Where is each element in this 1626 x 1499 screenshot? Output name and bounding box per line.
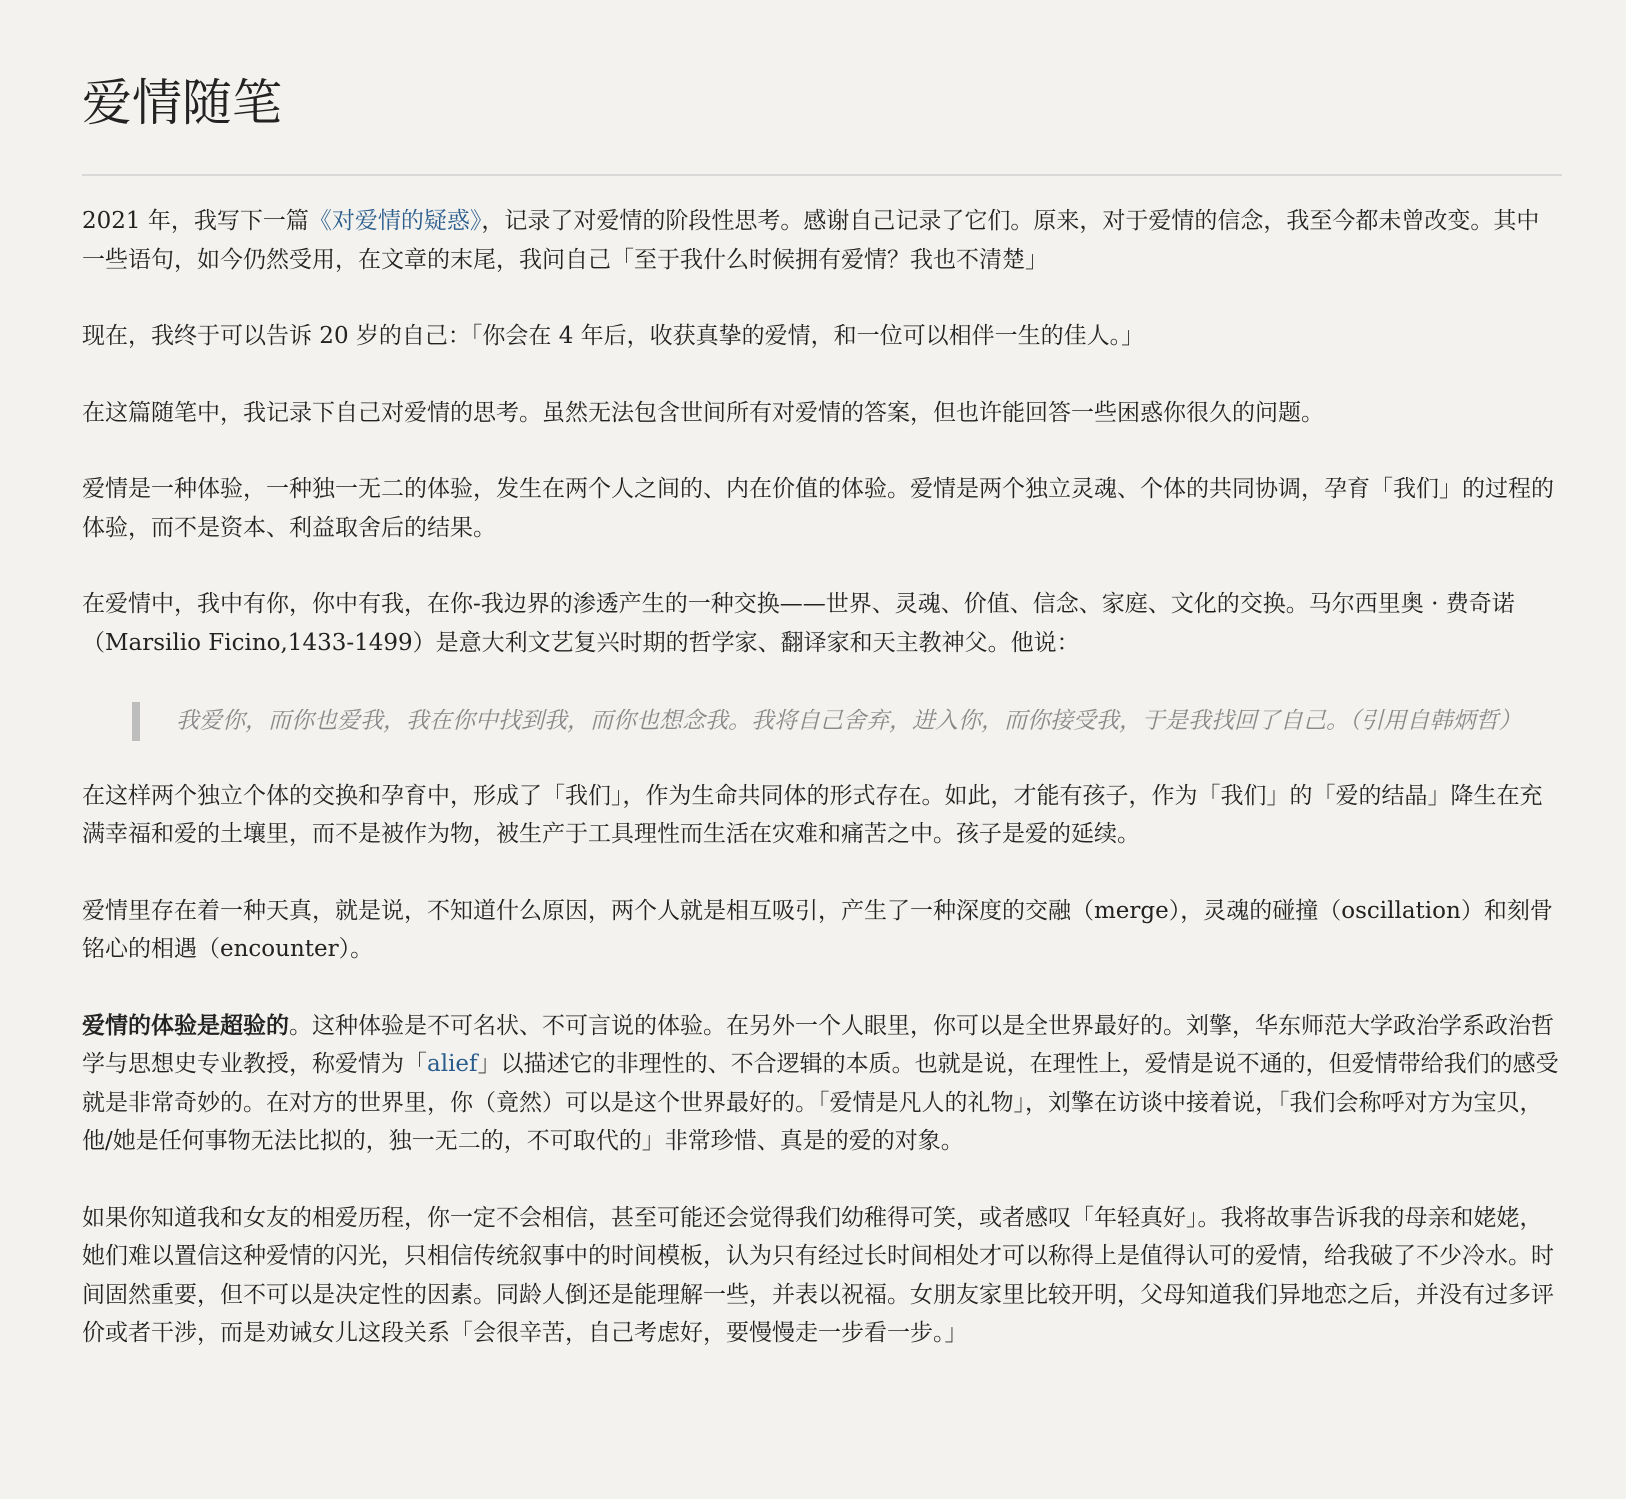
paragraph-intro (82, 202, 1562, 279)
transcendent-text-1: 。这种体验是不可名状、不可言说的体验。在另外一个人眼里，你可以是全世界最好的。刘擎，华东师范大学政治学系政治哲学与思想史专业教授，称爱情为「 (82, 1012, 1554, 1077)
paragraph-story: 如果你知道我和女友的相爱历程，你一定不会相信，甚至可能还会觉得我们幼稚得可笑，或者感叹「年轻真好」。我将故事告诉我的母亲和姥姥，她们难以置信这种爱情的闪光，只相信传统叙事中的时间模板，认为只有经过长时间相处才可以称得上是值得认可的爱情，给我破了不少冷水。时间固然重要，但不可以是决定性的因素。同龄人倒还是能理解一些，并表以祝福。女朋友家里比较开明，父母知道我们异地恋之后，并没有过多评价或者干涉，而是劝诫女儿这段关系「会很辛苦，自己考虑好，要慢慢走一步看一步。」 (82, 1204, 1554, 1346)
transcendent-text-2: 」以描述它的非理性的、不合逻辑的本质。也就是说，在理性上，爱情是说不通的，但爱情带给我们的感受就是非常奇妙的。在对方的世界里，你（竟然）可以是这个世界最好的。「爱情是凡人的礼物」，刘擎在访谈中接着说，「我们会称呼对方为宝贝，他/她是任何事物无法比拟的，独一无二的，不可取代的」非常珍惜、真是的爱的对象。 (82, 1051, 1559, 1154)
ficino-quote: 我爱你，而你也爱我，我在你中找到我，而你也想念我。我将自己舍弃，进入你，而你接受我，于是我找回了自己。（引用自韩炳哲） (132, 702, 1562, 741)
title-divider (82, 174, 1562, 176)
paragraph-exchange: 在爱情中，我中有你，你中有我，在你-我边界的渗透产生的一种交换——世界、灵魂、价值、信念、家庭、文化的交换。马尔西里奥 · 费奇诺（Marsilio Ficino,1433-1499）是意大利文艺复兴时期的哲学家、翻译家和天主教神父。他说： (82, 591, 1515, 656)
intro-text-after: ，记录了对爱情的阶段性思考。感谢自己记录了它们。原来，对于爱情的信念，我至今都未曾改变。其中一些语句，如今仍然受用，在文章的末尾，我问自己「至于我什么时候拥有爱情？我也不清楚」 (82, 208, 1540, 273)
previous-article-link[interactable]: 《对爱情的疑惑》 (308, 208, 482, 234)
paragraph-we: 在这样两个独立个体的交换和孕育中，形成了「我们」，作为生命共同体的形式存在。如此，才能有孩子，作为「我们」的「爱的结晶」降生在充满幸福和爱的土壤里，而不是被作为物，被生产于工具理性而生活在灾难和痛苦之中。孩子是爱的延续。 (82, 782, 1543, 847)
paragraph-essay-purpose: 在这篇随笔中，我记录下自己对爱情的思考。虽然无法包含世间所有对爱情的答案，但也许能回答一些困惑你很久的问题。 (82, 399, 1324, 426)
paragraph-transcendent (82, 1007, 1562, 1161)
page-title: 爱情随笔 (82, 74, 282, 132)
alief-link[interactable]: alief (427, 1051, 478, 1077)
paragraph-now: 现在，我终于可以告诉 20 岁的自己：「你会在 4 年后，收获真挚的爱情，和一位可以相伴一生的佳人。」 (82, 323, 1145, 349)
intro-text-before: 2021 年，我写下一篇 (82, 208, 309, 234)
paragraph-innocence: 爱情里存在着一种天真，就是说，不知道什么原因，两个人就是相互吸引，产生了一种深度的交融（merge），灵魂的碰撞（oscillation）和刻骨铭心的相遇（encounter）。 (82, 897, 1553, 962)
paragraph-love-experience: 爱情是一种体验，一种独一无二的体验，发生在两个人之间的、内在价值的体验。爱情是两个独立灵魂、个体的共同协调，孕育「我们」的过程的体验，而不是资本、利益取舍后的结果。 (82, 476, 1554, 541)
transcendent-lead: 爱情的体验是超验的 (82, 1011, 289, 1039)
article (82, 0, 1562, 1353)
